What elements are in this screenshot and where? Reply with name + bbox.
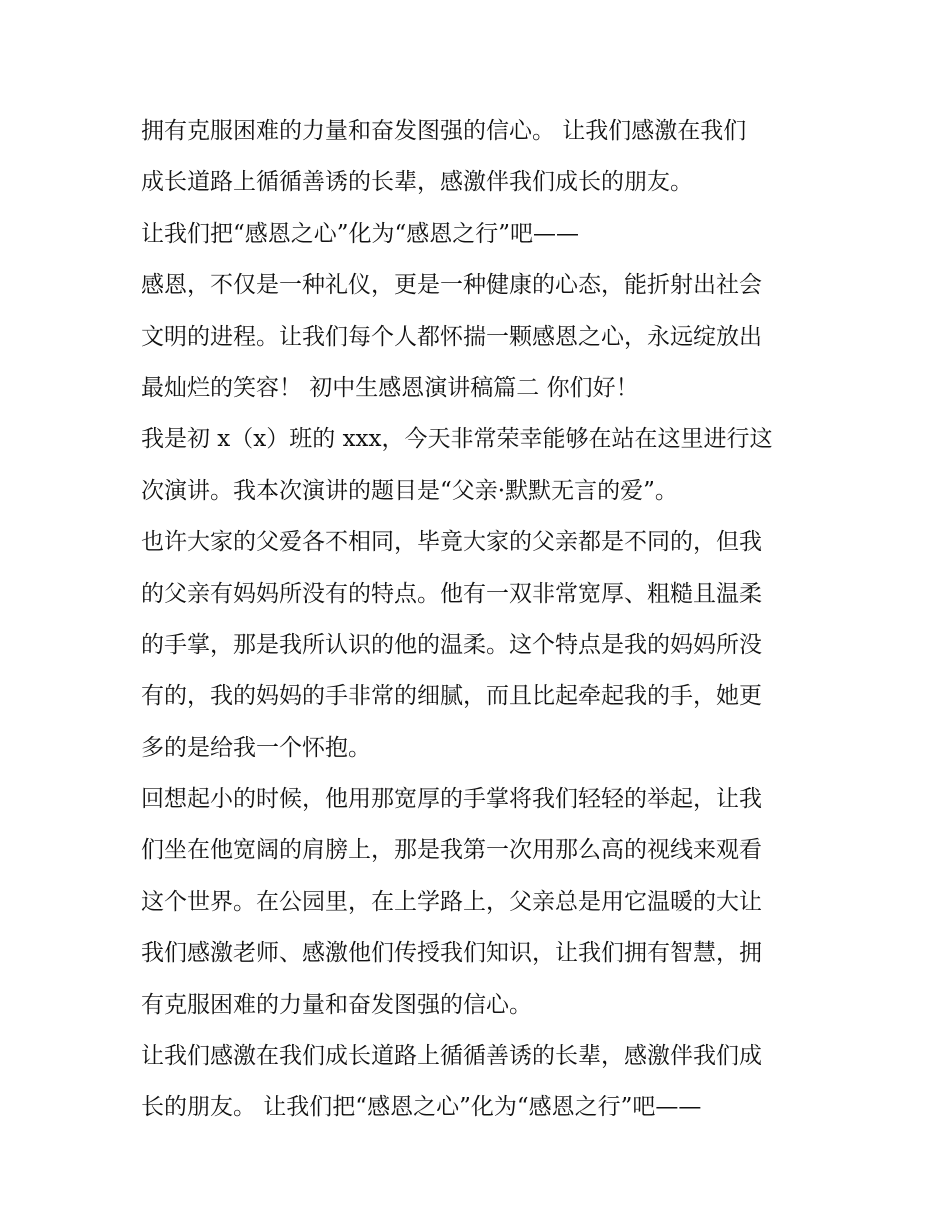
text-line: 文明的进程。让我们每个人都怀揣一颗感恩之心，永远绽放出 <box>141 323 762 350</box>
text-line: 也许大家的父爱各不相同，毕竟大家的父亲都是不同的，但我 <box>141 529 762 556</box>
text-line: 有的，我的妈妈的手非常的细腻，而且比起牵起我的手，她更 <box>141 683 762 710</box>
text-line: 次演讲。我本次演讲的题目是“父亲·默默无言的爱”。 <box>141 477 678 504</box>
text-line: 让我们把“感恩之心”化为“感恩之行”吧—— <box>141 220 580 247</box>
text-line: 长的朋友。 让我们把“感恩之心”化为“感恩之行”吧—— <box>141 1094 702 1121</box>
text-line: 最灿烂的笑容！ 初中生感恩演讲稿篇二 你们好！ <box>141 374 639 401</box>
text-line: 多的是给我一个怀抱。 <box>141 734 371 761</box>
text-line: 我是初 x（x）班的 xxx，今天非常荣幸能够在站在这里进行这 <box>141 426 773 453</box>
text-line: 我们感激老师、感激他们传授我们知识，让我们拥有智慧，拥 <box>141 940 762 967</box>
text-line: 们坐在他宽阔的肩膀上，那是我第一次用那么高的视线来观看 <box>141 837 762 864</box>
text-line: 回想起小的时候，他用那宽厚的手掌将我们轻轻的举起，让我 <box>141 786 762 813</box>
text-line: 拥有克服困难的力量和奋发图强的信心。 让我们感激在我们 <box>141 118 747 144</box>
text-line: 有克服困难的力量和奋发图强的信心。 <box>141 991 532 1018</box>
text-line: 让我们感激在我们成长道路上循循善诱的长辈，感激伴我们成 <box>141 1043 762 1070</box>
text-line: 成长道路上循循善诱的长辈，感激伴我们成长的朋友。 <box>141 169 693 196</box>
text-line: 的父亲有妈妈所没有的特点。他有一双非常宽厚、粗糙且温柔 <box>141 580 762 607</box>
text-line: 这个世界。在公园里，在上学路上，父亲总是用它温暖的大让 <box>141 888 762 915</box>
text-line: 感恩，不仅是一种礼仪，更是一种健康的心态，能折射出社会 <box>141 272 762 299</box>
document-body <box>141 106 821 1134</box>
text-line: 的手掌，那是我所认识的他的温柔。这个特点是我的妈妈所没 <box>141 631 762 658</box>
